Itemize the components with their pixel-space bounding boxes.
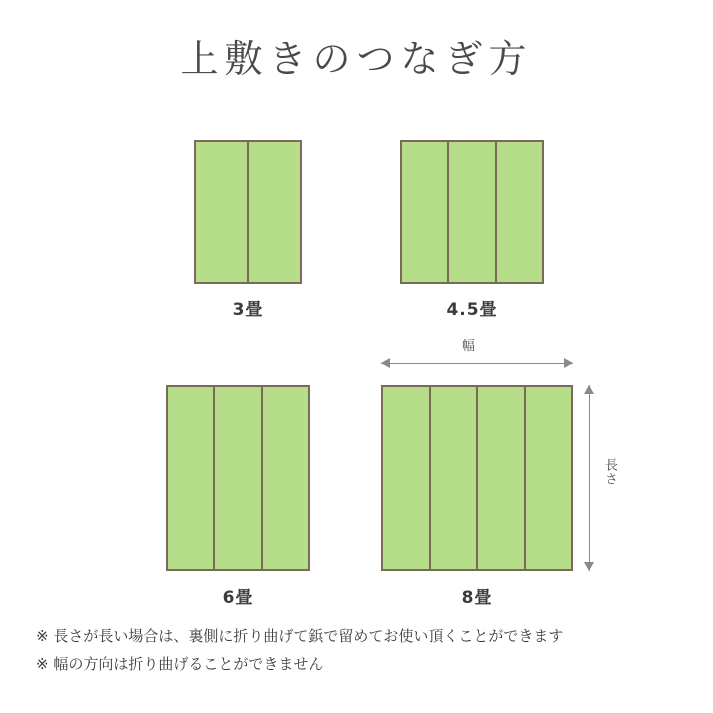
mat-figure-3jo	[194, 140, 302, 284]
mat-panel	[383, 387, 431, 569]
mat-panel	[449, 142, 496, 282]
mat-figure-8jo	[381, 385, 573, 571]
dimension-line	[589, 385, 590, 571]
mat-panel	[263, 387, 308, 569]
dimension-label-length: 長さ	[602, 458, 617, 486]
mat-figure-4-5jo	[400, 140, 544, 284]
mat-caption-8jo: 8畳	[461, 588, 493, 608]
arrow-up-icon	[584, 385, 594, 394]
mat-figure-6jo	[166, 385, 310, 571]
mat-panel	[168, 387, 215, 569]
dimension-arrow-width	[381, 358, 573, 368]
mat-panel	[478, 387, 526, 569]
mat-panel	[526, 387, 572, 569]
notes-block	[36, 622, 696, 678]
note-line-1: ※ 長さが長い場合は、裏側に折り曲げて鋲で留めてお使い頂くことができます	[36, 627, 564, 645]
page-title: 上敷きのつなぎ方	[180, 37, 533, 81]
arrow-down-icon	[584, 562, 594, 571]
mat-panel	[196, 142, 249, 282]
mat-caption-3jo: 3畳	[232, 300, 264, 320]
dimension-label-width: 幅	[462, 339, 476, 354]
mat-panel	[497, 142, 542, 282]
dimension-arrow-length	[584, 385, 594, 571]
mat-panel	[431, 387, 479, 569]
note-line-2: ※ 幅の方向は折り曲げることができません	[36, 655, 324, 673]
mat-caption-6jo: 6畳	[222, 588, 254, 608]
mat-panel	[249, 142, 300, 282]
arrow-right-icon	[564, 358, 573, 368]
mat-panel	[402, 142, 449, 282]
dimension-line	[381, 363, 573, 364]
mat-caption-4-5jo: 4.5畳	[446, 300, 498, 320]
arrow-left-icon	[381, 358, 390, 368]
mat-panel	[215, 387, 262, 569]
